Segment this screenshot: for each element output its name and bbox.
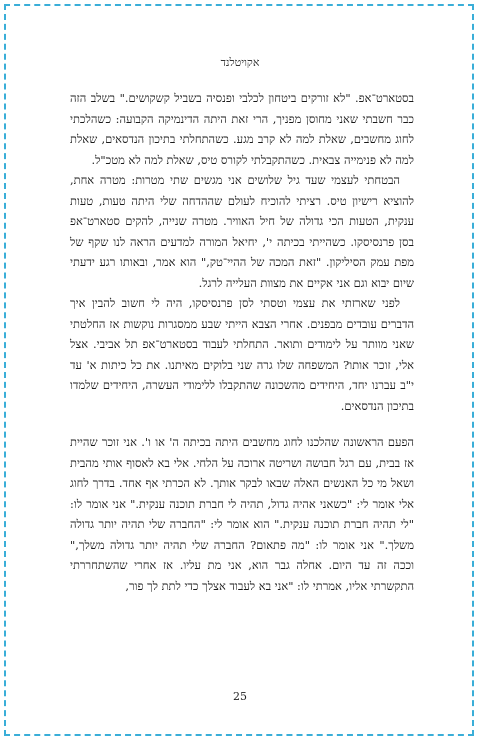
paragraph-4: הפעם הראשונה שהלכנו לחוג מחשבים היתה בכיתה ה' או ו'. אני זוכר שהיית אז בבית, עם רגל חבושה ושריטה ארוכה על הלחי. אלי בא לאסוף אותי מהבית ושאל מי כל האנשים האלה שבאו לבקר אותך. לא הכרתי אף אחד. בדרך לחוג אלי אומר לי: "כשאני אהיה גדול, תהיה לי חברת תוכנה ענקית." אני אומר לו: "לי תהיה חברת תוכנה ענקית." הוא אומר לי: "החברה שלי תהיה יותר גדולה משלך." אני אומר לו: "מה פתאום? החברה שלי תהיה יותר גדולה משלך," וככה זה עד היום. אחלה גבר הוא, אני מת עליו. אז אחרי שהשתחררתי התקשרתי אליו, אמרתי לו: "אני בא לעבוד אצלך כדי לתת לך פור, [70, 435, 414, 593]
paragraph-1: בסטארט־אפ. "לא זורקים ביטחון לכלבי ופנסיה בשביל קשקושים." בשלב הזה כבר חשבתי שאני מחוסן מפניך, הרי זאת היתה הדינמיקה הקבועה: כשהלכתי לחוג מחשבים, שאלת למה לא קרב מגע. כשהתחלתי בתיכון הנדסאים, שאלת למה לא פנימייה צבאית. כשהתקבלתי לקורס טיס, שאלת למה לא מטכ"ל. [70, 91, 414, 167]
body-text [70, 88, 414, 596]
section-break [70, 416, 414, 432]
running-header: אקויטלנד [220, 56, 260, 69]
page-number: 25 [233, 690, 247, 703]
paragraph-3: לפני שארזתי את עצמי וטסתי לסן פרנסיסקו, היה לי חשוב להבין איך הדברים עובדים מבפנים. אחרי הצבא הייתי שבע ממסגרות נוקשות אז החלטתי שאני מוותר על לימודים ותואר. התחלתי לעבוד בסטארט־אפ תל אביבי. אצל אלי, זוכר אותו? המשפחה שלו גרה שני בלוקים מאיתנו. את כל כיתות א' עד י"ב עברנו יחד, היחידים מהשכונה שהתקבלו ללימודי העשרה, היחידים שלמדו בתיכון הנדסאים. [70, 296, 414, 413]
paragraph-2: הבטחתי לעצמי שעד גיל שלושים אני מגשים שתי מטרות: מטרה אחת, להוציא רישיון טיס. רציתי להוכיח לעולם שההדחה שלי היתה טעות, טעות ענקית, הטעות הכי גדולה של חיל האוויר. מטרה שנייה, להקים סטארט־אפ בסן פרנסיסקו. כשהייתי בכיתה י', יחיאל המורה למדעים הראה לנו שקף של מפת עמק הסיליקון. "זאת המכה של ההיי־טק," הוא אמר, ובאותו רגע ידעתי שיום יבוא וגם אני אקיים את מצוות העלייה לרגל. [70, 173, 414, 290]
